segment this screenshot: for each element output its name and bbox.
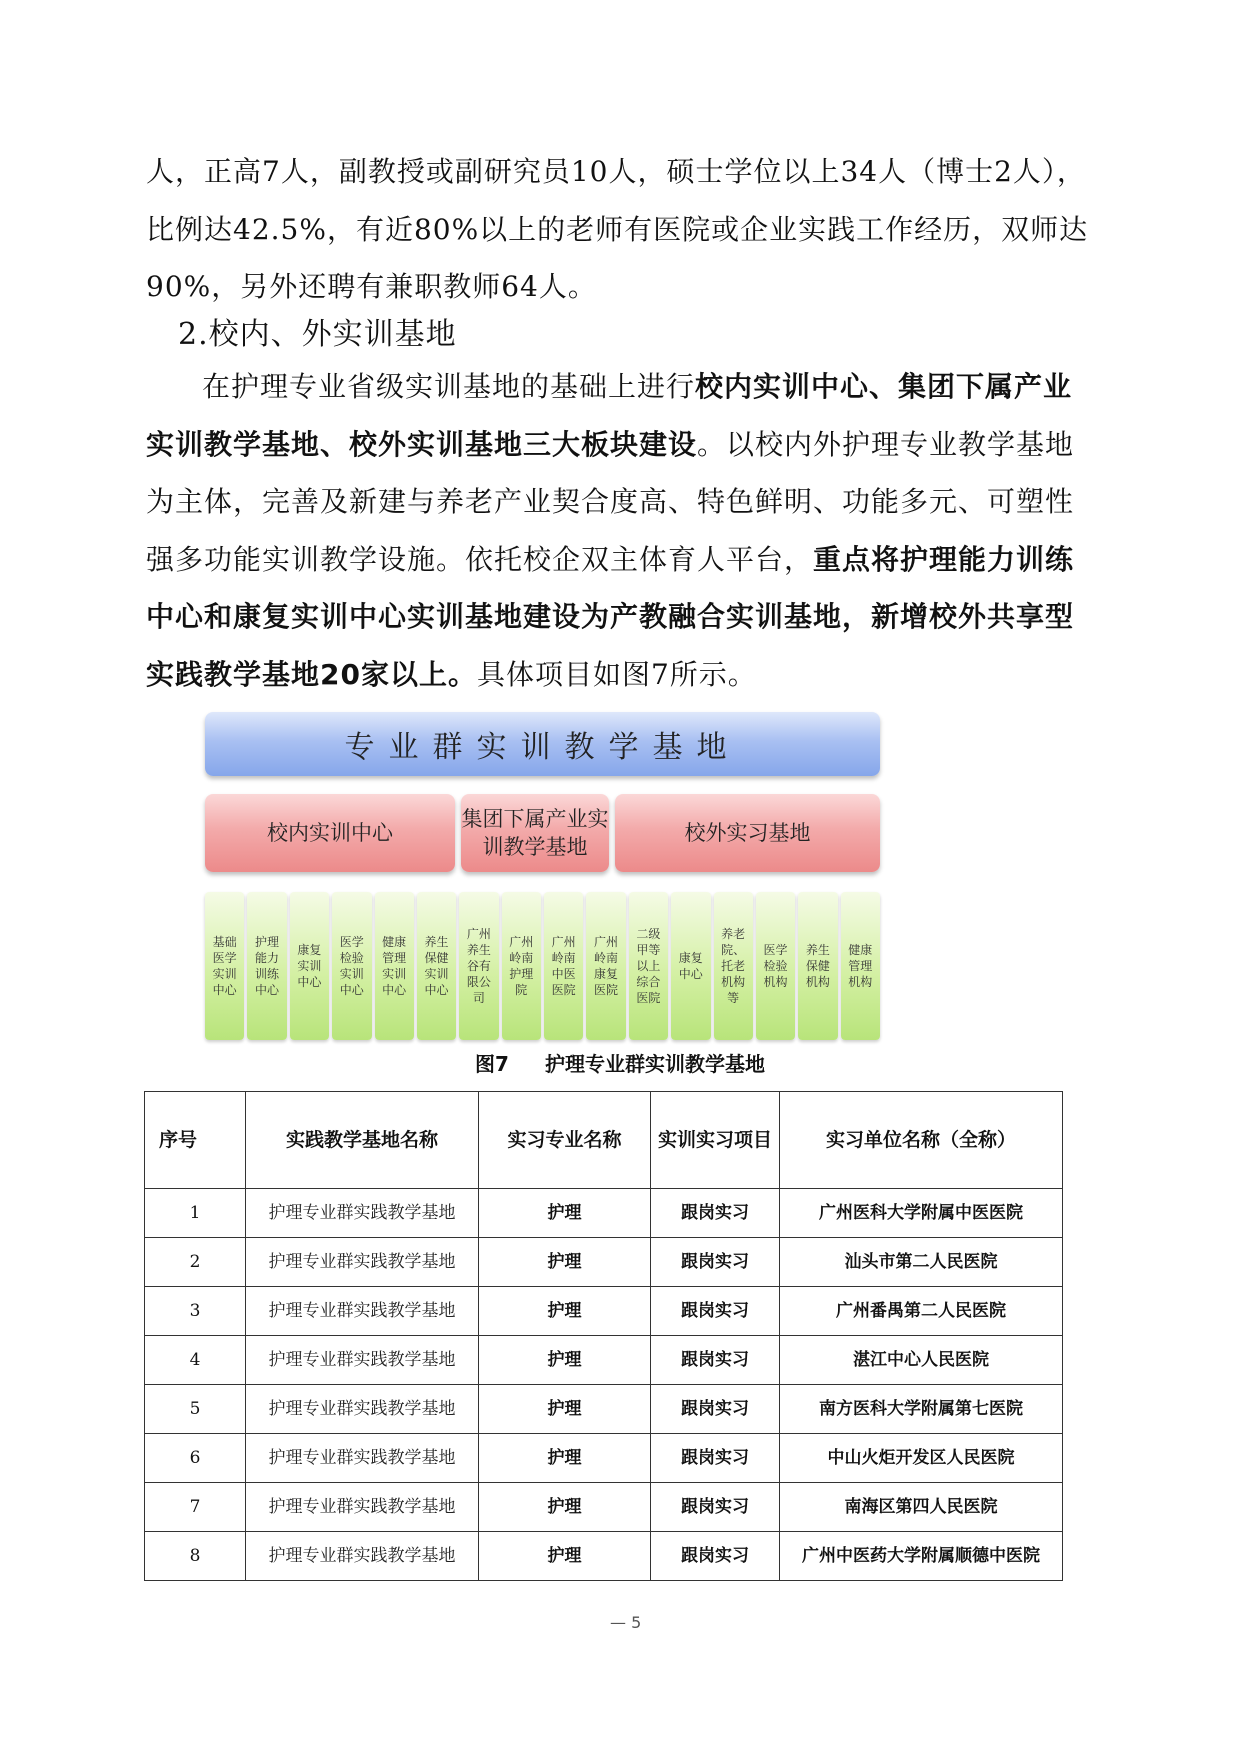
diagram-leaf: 广州岭南中医医院 [544, 892, 583, 1040]
cell-seq: 7 [145, 1483, 246, 1532]
diagram-leaf: 康复实训中心 [290, 892, 329, 1040]
table-row [145, 1434, 1063, 1483]
diagram-leaf: 广州养生谷有限公司 [459, 892, 498, 1040]
table-row [145, 1336, 1063, 1385]
diagram-leaf: 护理能力训练中心 [247, 892, 286, 1040]
cell-project: 跟岗实习 [651, 1434, 780, 1483]
figure-caption [0, 1048, 1240, 1077]
body-paragraph [146, 358, 1096, 703]
caption-title: 护理专业群实训教学基地 [544, 1052, 765, 1076]
diagram-leaf: 健康管理机构 [841, 892, 880, 1040]
cell-major: 护理 [479, 1532, 651, 1581]
body-bold-2: 重点将护理能力训练中心和康复实训中心实训基地建设为产教融合实训基地，新增校外共享型实践教学基地20家以上。 [146, 542, 1075, 691]
cell-major: 护理 [479, 1336, 651, 1385]
table-row [145, 1385, 1063, 1434]
cell-base-name: 护理专业群实践教学基地 [246, 1385, 479, 1434]
body-text-1: 在护理专业省级实训基地的基础上进行 [202, 370, 696, 403]
practice-base-table [144, 1091, 1063, 1581]
diagram-leaf: 医学检验实训中心 [332, 892, 371, 1040]
body-bold-1: 校内实训中心、集团下属产业实训教学基地、校外实训基地三大板块建设 [146, 370, 1073, 461]
training-base-diagram [205, 712, 880, 1042]
cell-base-name: 护理专业群实践教学基地 [246, 1434, 479, 1483]
cell-seq: 4 [145, 1336, 246, 1385]
table-row [145, 1287, 1063, 1336]
cell-unit: 广州番禺第二人民医院 [780, 1287, 1063, 1336]
cell-project: 跟岗实习 [651, 1483, 780, 1532]
caption-label: 图7 [475, 1052, 509, 1076]
cell-project: 跟岗实习 [651, 1385, 780, 1434]
table-row [145, 1483, 1063, 1532]
cell-seq: 1 [145, 1189, 246, 1238]
col-header-project: 实训实习项目 [651, 1092, 780, 1189]
table-row [145, 1189, 1063, 1238]
table-header-row [145, 1092, 1063, 1189]
diagram-leaf: 养生保健实训中心 [417, 892, 456, 1040]
diagram-leaf: 医学检验机构 [756, 892, 795, 1040]
col-header-unit: 实习单位名称（全称） [780, 1092, 1063, 1189]
diagram-root-box: 专业群实训教学基地 [205, 712, 880, 776]
page-number: — 5 [610, 1613, 642, 1632]
section-heading: 2.校内、外实训基地 [178, 317, 457, 352]
diagram-leaf: 广州岭南护理院 [502, 892, 541, 1040]
body-text-2: 。以校内外护理专业教学基地为主体，完善及新建与养老产业契合度高、特色鲜明、功能多元、可塑性强多功能实训教学设施。依托校企双主体育人平台， [146, 427, 1075, 576]
diagram-leaf: 广州岭南康复医院 [586, 892, 625, 1040]
diagram-campus-center-box: 校内实训中心 [205, 794, 455, 872]
cell-major: 护理 [479, 1189, 651, 1238]
diagram-leaf: 养老院、托老机构等 [714, 892, 753, 1040]
cell-seq: 3 [145, 1287, 246, 1336]
cell-project: 跟岗实习 [651, 1287, 780, 1336]
diagram-leaf: 康复中心 [671, 892, 710, 1040]
col-header-major: 实习专业名称 [479, 1092, 651, 1189]
cell-base-name: 护理专业群实践教学基地 [246, 1287, 479, 1336]
diagram-leaf: 二级甲等以上综合医院 [629, 892, 668, 1040]
diagram-offcampus-box: 校外实习基地 [615, 794, 880, 872]
cell-major: 护理 [479, 1483, 651, 1532]
cell-base-name: 护理专业群实践教学基地 [246, 1189, 479, 1238]
cell-project: 跟岗实习 [651, 1532, 780, 1581]
cell-unit: 广州中医药大学附属顺德中医院 [780, 1532, 1063, 1581]
table-row [145, 1238, 1063, 1287]
col-header-base-name: 实践教学基地名称 [246, 1092, 479, 1189]
cell-major: 护理 [479, 1385, 651, 1434]
cell-major: 护理 [479, 1287, 651, 1336]
cell-seq: 2 [145, 1238, 246, 1287]
cell-seq: 6 [145, 1434, 246, 1483]
cell-project: 跟岗实习 [651, 1189, 780, 1238]
cell-base-name: 护理专业群实践教学基地 [246, 1336, 479, 1385]
diagram-leaf: 养生保健机构 [798, 892, 837, 1040]
cell-unit: 中山火炬开发区人民医院 [780, 1434, 1063, 1483]
diagram-leaf-row [205, 892, 880, 1040]
table-row [145, 1532, 1063, 1581]
diagram-group-base-box: 集团下属产业实训教学基地 [461, 794, 609, 872]
intro-paragraph: 人，正高7人，副教授或副研究员10人，硕士学位以上34人（博士2人），比例达42.5%，有近80%以上的老师有医院或企业实践工作经历，双师达90%，另外还聘有兼职教师64人。 [146, 155, 1089, 303]
cell-major: 护理 [479, 1238, 651, 1287]
cell-project: 跟岗实习 [651, 1336, 780, 1385]
cell-base-name: 护理专业群实践教学基地 [246, 1532, 479, 1581]
cell-base-name: 护理专业群实践教学基地 [246, 1238, 479, 1287]
cell-unit: 湛江中心人民医院 [780, 1336, 1063, 1385]
cell-unit: 广州医科大学附属中医医院 [780, 1189, 1063, 1238]
diagram-leaf: 健康管理实训中心 [375, 892, 414, 1040]
cell-seq: 8 [145, 1532, 246, 1581]
body-text-3: 具体项目如图7所示。 [476, 657, 757, 691]
cell-base-name: 护理专业群实践教学基地 [246, 1483, 479, 1532]
cell-unit: 南方医科大学附属第七医院 [780, 1385, 1063, 1434]
col-header-seq: 序号 [145, 1092, 246, 1189]
cell-unit: 南海区第四人民医院 [780, 1483, 1063, 1532]
cell-major: 护理 [479, 1434, 651, 1483]
cell-unit: 汕头市第二人民医院 [780, 1238, 1063, 1287]
cell-project: 跟岗实习 [651, 1238, 780, 1287]
cell-seq: 5 [145, 1385, 246, 1434]
diagram-leaf: 基础医学实训中心 [205, 892, 244, 1040]
